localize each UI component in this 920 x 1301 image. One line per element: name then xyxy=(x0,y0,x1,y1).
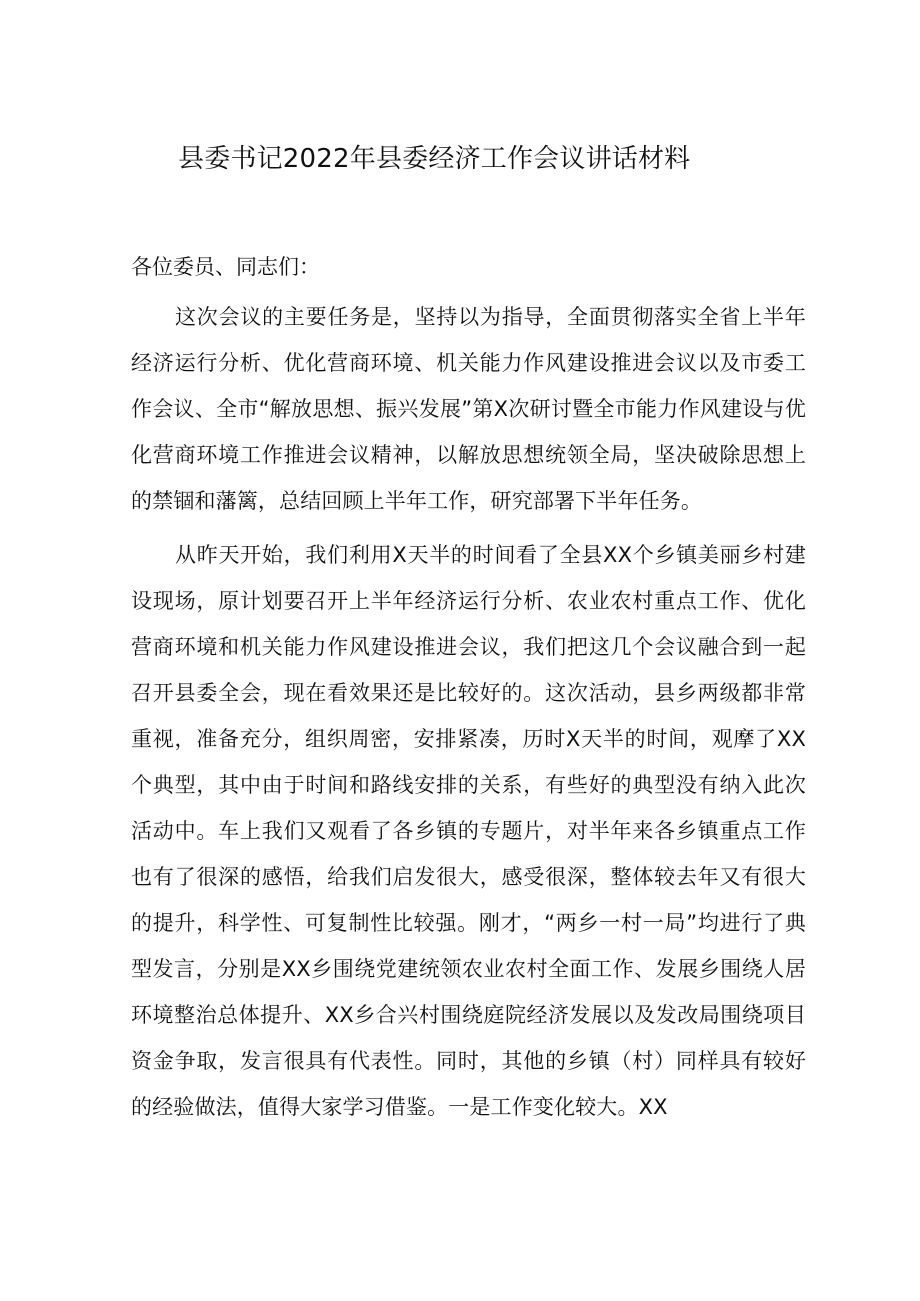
document-body xyxy=(131,248,806,1138)
paragraph-2: 从昨天开始，我们利用X天半的时间看了全县XX个乡镇美丽乡村建设现场，原计划要召开上半年经济运行分析、农业农村重点工作、优化营商环境和机关能力作风建设推进会议，我们把这几个会议融合到一起召开县委全会，现在看效果还是比较好的。这次活动，县乡两级都非常重视，准备充分，组织周密，安排紧凑，历时X天半的时间，观摩了XX个典型，其中由于时间和路线安排的关系，有些好的典型没有纳入此次活动中。车上我们又观看了各乡镇的专题片，对半年来各乡镇重点工作也有了很深的感悟，给我们启发很大，感受很深，整体较去年又有很大的提升，科学性、可复制性比较强。刚才，“两乡一村一局”均进行了典型发言，分别是XX乡围绕党建统领农业农村全面工作、发展乡围绕人居环境整治总体提升、XX乡合兴村围绕庭院经济发展以及发改局围绕项目资金争取，发言很具有代表性。同时，其他的乡镇（村）同样具有较好的经验做法，值得大家学习借鉴。一是工作变化较大。XX xyxy=(131,543,806,1119)
paragraph-1: 这次会议的主要任务是，坚持以为指导，全面贯彻落实全省上半年经济运行分析、优化营商环境、机关能力作风建设推进会议以及市委工作会议、全市“解放思想、振兴发展”第X次研讨暨全市能力作风建设与优化营商环境工作推进会议精神，以解放思想统领全局，坚决破除思想上的禁锢和藩篱，总结回顾上半年工作，研究部署下半年任务。 xyxy=(131,305,806,513)
salutation: 各位委员、同志们： xyxy=(131,255,320,279)
document-title: 县委书记2022年县委经济工作会议讲话材料 xyxy=(178,144,691,174)
